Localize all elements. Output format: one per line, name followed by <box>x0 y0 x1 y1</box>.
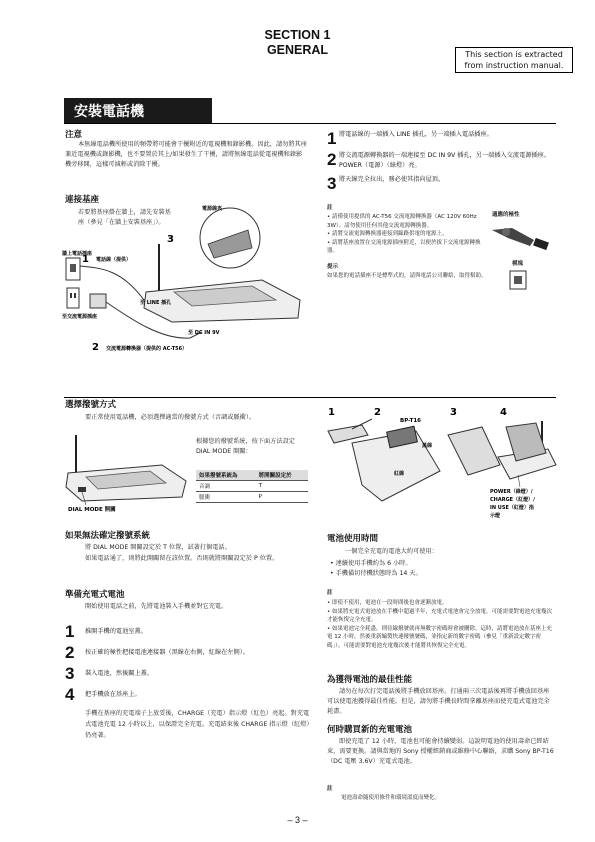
battery-life-title: 電池使用時間 <box>327 534 379 544</box>
hint-body: 如果您的電話插座不是標準式的，請與電話公司聯絡，取得幫助。 <box>327 273 487 279</box>
battery-install-illustration <box>322 405 558 520</box>
figure-num-2: 2 <box>92 342 99 353</box>
line-cord-label: 電話線（提供） <box>96 257 132 263</box>
black-wire-label: 黑線 <box>422 443 433 449</box>
dial-table-header-setting: 將開關設定於 <box>256 470 308 481</box>
battery-note-2: • 如果將充電式電池放在手機中超過半年，充電式電池會完全放電。可能需要對電池充電幾次才能恢復完全充電。 <box>327 608 553 623</box>
dial-mode-table <box>196 470 308 503</box>
figure-num-1: 1 <box>82 254 89 265</box>
unsure-dial-line-2: 如果電話通了，則將此開關留在該位置。否則就將開關設定於 P 位置。 <box>85 555 279 562</box>
extract-note-line-2: from instruction manual. <box>464 61 564 70</box>
prep-step-2-num: 2 <box>65 643 75 662</box>
dial-mode-body: 要正常使用電話機，必須選擇適當的撥號方式（音調或脈衝）。 <box>85 414 256 421</box>
setup-step-2-text: 將交流電源轉換器的一端連接至 DC IN 9V 插孔，另一端插入交流電源插座。POWER（電源）（綠燈）亮。 <box>339 152 551 169</box>
dial-table-header <box>196 470 308 481</box>
setup-step-1-text: 將電話線的一端插入 LINE 插孔，另一端插入電話插座。 <box>339 131 493 138</box>
setup-step-1-num: 1 <box>327 129 337 148</box>
setup-notes <box>327 213 487 256</box>
dial-table-cell: T <box>256 481 308 492</box>
indicator-label-4: 示燈 <box>490 513 501 519</box>
replace-battery-body: 即使充電了 12 小時，電池也可能會持續變弱。這說明電池的使用壽命已經結束，需要更換。請與當地的 Sony 授權經銷商或維修中心聯絡，求購 Sony BP-T16（DC 電壓 3.6V）充電式電池。 <box>327 738 554 765</box>
battery-fig-num-1: 1 <box>328 407 335 418</box>
replace-note-body: 電池壽命隨使用條件和環境溫度而變化。 <box>341 795 441 801</box>
dial-table-cell: P <box>256 492 308 503</box>
polarity-label: 適應的極性 <box>492 212 520 218</box>
wall-jack-port <box>70 264 76 272</box>
best-performance-body: 請勿在每次打完電話後將手機放回基座。打通兩三次電話後再將手機放回基座可以使電池獲得最佳性能。但是，請勿將手機長時間拿離基座而使充電式電池完全耗盡。 <box>327 688 550 715</box>
setup-note-3: • 請將基座放置在交流電源插座附近，以便於拔下交流電源轉換器。 <box>327 239 481 254</box>
section-number: SECTION 1 <box>264 28 331 42</box>
figure-num-3: 3 <box>167 234 174 245</box>
replace-battery-title: 何時購買新的充電電池 <box>327 725 413 735</box>
adaptor-label: 交流電源轉換器（提供的 AC-T56） <box>106 346 188 352</box>
adaptor-plug-icon <box>490 222 554 256</box>
prep-charge-title: 準備充電式電池 <box>65 590 125 600</box>
prep-step-3 <box>65 663 315 684</box>
setup-step-2-num: 2 <box>327 150 337 169</box>
dial-mode-side-text: 根據您的撥號系統，按下面方法設定 DIAL MODE 開關： <box>196 438 295 455</box>
unsure-dial-line-1: 將 DIAL MODE 開關設定於 T 位置，試著打個電話。 <box>85 544 231 551</box>
prep-charge-intro: 開始使用電話之前，先將電池裝入手機並對它充電。 <box>85 603 228 610</box>
battery-life-intro: 一個完全充電的電池大約可使用： <box>345 548 438 555</box>
dial-mode-title: 選擇撥號方式 <box>65 400 117 410</box>
prep-step-3-num: 3 <box>65 664 75 683</box>
setup-step-2 <box>327 151 557 171</box>
setup-step-3-num: 3 <box>327 174 337 193</box>
adaptor-shape <box>90 294 106 308</box>
wall-jack-label: 牆上電話插座 <box>62 251 93 257</box>
list-item: • 手機備切待機狀態時為 14 天。 <box>330 570 422 577</box>
dial-table-cell: 音調 <box>196 481 256 492</box>
modular-jack-icon <box>509 270 527 290</box>
base-connection-illustration <box>62 200 307 372</box>
setup-step-3 <box>327 175 557 192</box>
prep-step-1 <box>65 621 315 642</box>
notice-body: 本無線電話機所使用的頻帶將可能會干擾附近的電視機和錄影機。因此，請勿將其座兼近電視機或錄影機，也不要置於其上/如果發生了干擾，請將無線電話從電視機和錄影機旁移開，這樣可減輕或消除干擾。 <box>65 141 307 168</box>
list-item: • 連續使用手機約為 6 小時。 <box>330 560 412 567</box>
prep-step-1-text: 推開手機的電池室蓋。 <box>85 627 147 635</box>
prep-step-1-num: 1 <box>65 622 75 641</box>
setup-note-2: • 請將交流電源轉換器連接到線路供電的電源上。 <box>327 231 448 237</box>
ac-outlet-shape <box>67 288 79 308</box>
battery-fig-num-4: 4 <box>500 407 507 418</box>
battery-fig-num-2: 2 <box>374 407 381 418</box>
prep-step-2 <box>65 642 315 663</box>
dial-mode-switch-label: DIAL MODE 開關 <box>68 507 116 513</box>
bp-t16-label: BP-T16 <box>400 418 422 424</box>
prep-step-4-body: 手機在基座的充電端子上放妥後，CHARGE（充電）指示燈（紅色）亮起。對充電式電池充電 12 小時以上，以保證完全充電。充電結束後 CHARGE 指示燈（紅燈）仍亮著。 <box>85 710 313 739</box>
battery-life-notes <box>327 599 555 650</box>
setup-step-3-text: 將天線完全拉出，務必使其指向屋頂。 <box>339 176 445 183</box>
indicator-label-1: POWER（綠燈）/ <box>490 489 533 495</box>
battery-fig-num-3: 3 <box>450 407 457 418</box>
power-cord-clip-label: 電源線夾 <box>202 206 223 212</box>
extract-note <box>455 47 573 73</box>
prep-step-4 <box>65 684 315 705</box>
banner-rule <box>64 123 556 124</box>
best-performance-title: 為獲得電池的最佳性能 <box>327 675 413 685</box>
dc-in-label: 至 DC IN 9V <box>188 330 220 336</box>
battery-life-notes-title: 註 <box>327 590 333 596</box>
page-number: – 3 – <box>287 815 308 825</box>
battery-note-3: • 如果電池完全耗盡，則待線撥號就再無數字密碼時會被刪除。這時，請將電池放在基座上充電 12 小時，然後重新編製快速撥號號碼，並指定新的數字密碼（參見「重新設定數字密碼」）。可能需要對電池充電幾次後才能將其恢復完全充電。 <box>327 625 553 649</box>
replace-note-title: 註 <box>327 786 333 792</box>
line-jack-label: 至 LINE 插孔 <box>140 300 172 306</box>
setup-step-1 <box>327 130 557 147</box>
setup-steps <box>327 130 557 192</box>
table-row <box>196 492 308 503</box>
notice-title: 注意 <box>65 130 83 140</box>
dial-table-header-system: 如果撥號系統為 <box>196 470 256 481</box>
connect-base-body: 若要將基座掛在牆上，請先安裝基座（參見「在牆上安裝基座」）。 <box>78 209 171 226</box>
red-wire-label: 紅線 <box>394 471 405 477</box>
indicator-label-2: CHARGE（紅燈）/ <box>490 497 535 503</box>
prep-step-2-text: 按正確的極性把接電池連接器（黑線在右側，紅線在左側）。 <box>85 648 249 656</box>
extract-note-line-1: This section is extracted <box>465 50 563 59</box>
setup-notes-title: 註 <box>327 205 333 211</box>
dial-mode-illustration <box>62 425 192 515</box>
battery-life-list <box>330 559 550 579</box>
hint-title: 提示 <box>327 264 339 270</box>
ac-outlet-label: 至交流電源插座 <box>62 314 98 320</box>
prep-charge-steps <box>65 621 315 705</box>
jack-label: 模塊 <box>512 261 524 267</box>
battery-note-1: • 即使不使用，電池在一段時間後也會逐漸放電。 <box>327 600 448 606</box>
prep-step-4-num: 4 <box>65 685 75 704</box>
prep-step-4-text: 把手機放在基座上。 <box>85 690 141 698</box>
table-row <box>196 481 308 492</box>
setup-note-1: • 請僅使用提供的 AC-T56 交流電源轉換器（AC 120V 60Hz 3W）。請勿使用任何其他交流電源轉換器。 <box>327 214 477 229</box>
prep-step-3-text: 裝入電池，然後關上蓋。 <box>85 669 154 677</box>
section-divider <box>64 397 556 398</box>
unsure-dial-title: 如果無法確定撥號系統 <box>65 531 151 541</box>
section-title: GENERAL <box>266 43 329 57</box>
indicator-label-3: IN USE（紅燈）指 <box>490 505 534 511</box>
connect-base-title: 連接基座 <box>65 195 100 205</box>
banner-title: 安裝電話機 <box>64 98 212 124</box>
dial-table-cell: 脈衝 <box>196 492 256 503</box>
